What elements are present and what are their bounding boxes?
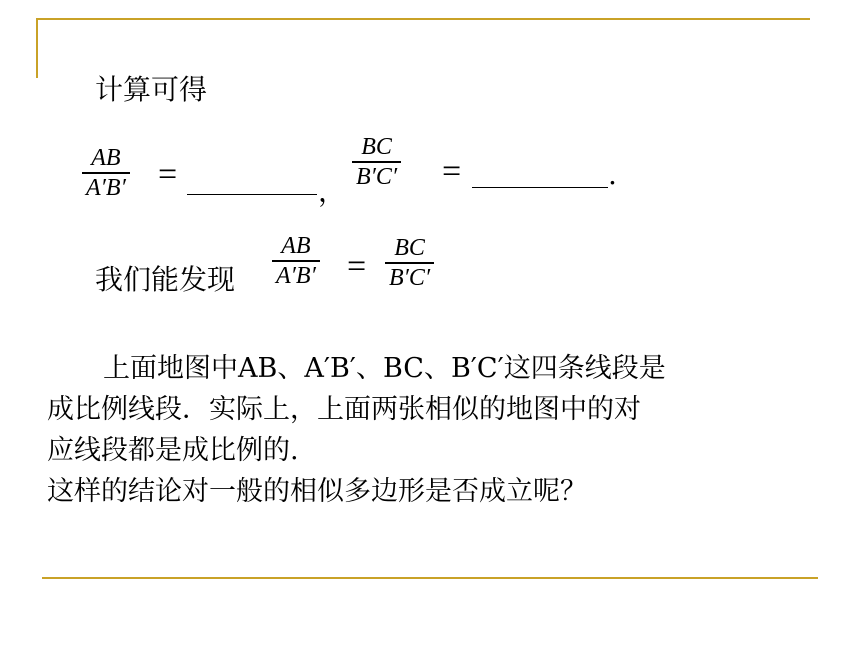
denominator-b1c1: B′C′ bbox=[389, 264, 431, 291]
equals-sign: = bbox=[158, 156, 178, 193]
equals-sign: = bbox=[442, 153, 462, 190]
period: . bbox=[608, 158, 617, 191]
comma: ， bbox=[318, 175, 347, 208]
paragraph-line: 这样的结论对一般的相似多边形是否成立呢？ bbox=[47, 476, 587, 507]
numerator-bc: BC bbox=[361, 134, 392, 160]
numerator-ab: AB bbox=[281, 233, 311, 259]
left-rule bbox=[36, 18, 38, 78]
denominator-a1b1: A′B′ bbox=[276, 262, 316, 289]
paragraph-line: 上面地图中AB、A′B′、BC、B′C′这四条线段是 bbox=[103, 353, 666, 384]
fraction-bc-over-b1c1 bbox=[352, 133, 401, 191]
paragraph-line: 成比例线段．实际上，上面两张相似的地图中的对 bbox=[47, 394, 641, 425]
numerator-ab: AB bbox=[91, 145, 121, 171]
denominator-a1b1: A′B′ bbox=[86, 174, 126, 201]
answer-blank-2 bbox=[472, 187, 608, 188]
paragraph-line: 应线段都是成比例的. bbox=[47, 435, 299, 466]
fraction-bc-over-b1c1 bbox=[385, 234, 434, 292]
explanation-paragraph bbox=[47, 348, 807, 512]
top-rule bbox=[36, 18, 810, 20]
denominator-b1c1: B′C′ bbox=[356, 163, 398, 190]
fraction-ab-over-a1b1 bbox=[82, 144, 130, 202]
bottom-rule bbox=[42, 577, 818, 579]
numerator-bc: BC bbox=[394, 235, 425, 261]
discover-label: 我们能发现 bbox=[95, 263, 236, 296]
answer-blank-1 bbox=[187, 194, 317, 195]
equals-sign: = bbox=[347, 248, 367, 285]
heading-text: 计算可得 bbox=[95, 73, 208, 106]
fraction-ab-over-a1b1 bbox=[272, 232, 320, 290]
